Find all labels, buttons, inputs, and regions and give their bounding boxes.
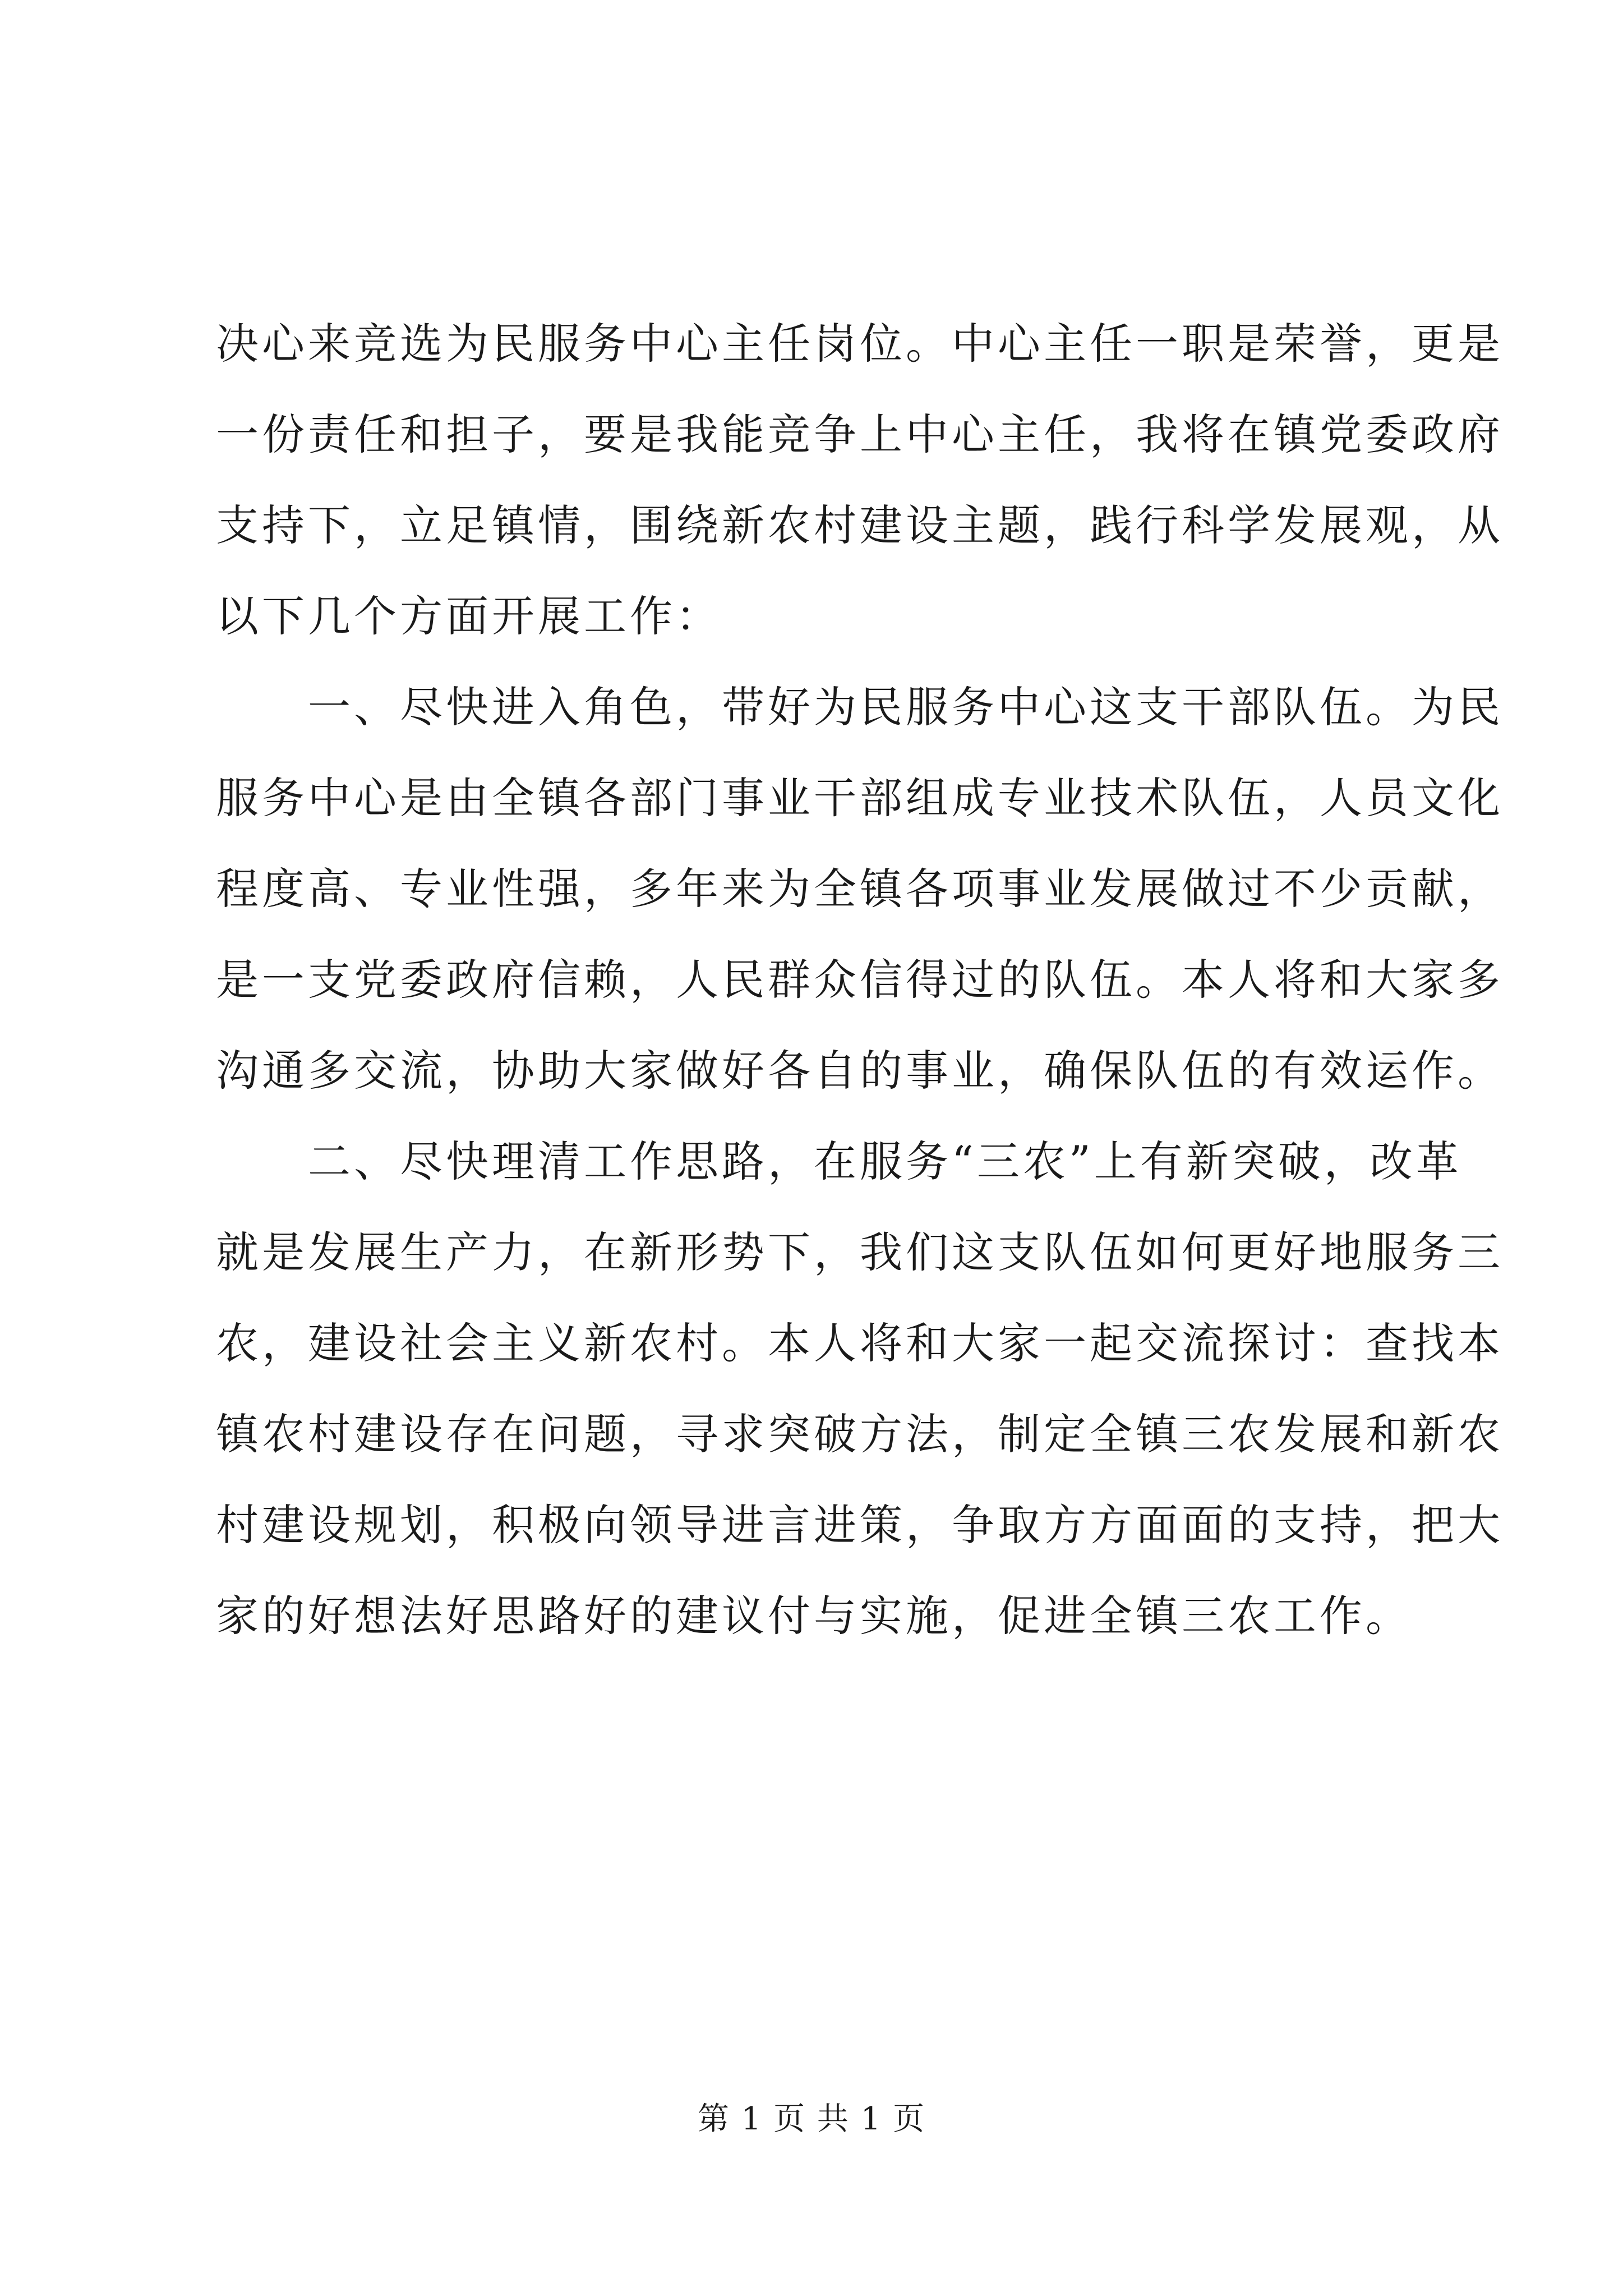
text-line: 决心来竞选为民服务中心主任岗位。中心主任一职是荣誉，更是	[216, 319, 1504, 369]
text-line: 镇农村建设存在问题，寻求突破方法，制定全镇三农发展和新农	[216, 1409, 1504, 1459]
text-line: 家的好想法好思路好的建议付与实施，促进全镇三农工作。	[216, 1591, 1412, 1641]
text-line: 一份责任和担子，要是我能竞争上中心主任，我将在镇党委政府	[216, 409, 1504, 459]
text-line: 以下几个方面开展工作：	[216, 591, 722, 641]
paragraph-start-line: 二、尽快理清工作思路，在服务“三农”上有新突破，改革	[308, 1137, 1462, 1186]
text-line: 村建设规划，积极向领导进言进策，争取方方面面的支持，把大	[216, 1500, 1504, 1550]
text-line: 支持下，立足镇情，围绕新农村建设主题，践行科学发展观，从	[216, 500, 1504, 550]
text-line: 沟通多交流，协助大家做好各自的事业，确保队伍的有效运作。	[216, 1046, 1504, 1096]
document-body	[216, 298, 1504, 1662]
text-line: 农，建设社会主义新农村。本人将和大家一起交流探讨：查找本	[216, 1318, 1504, 1368]
page-number-footer: 第 1 页 共 1 页	[697, 2101, 926, 2137]
text-line: 服务中心是由全镇各部门事业干部组成专业技术队伍，人员文化	[216, 773, 1504, 823]
text-line: 就是发展生产力，在新形势下，我们这支队伍如何更好地服务三	[216, 1227, 1504, 1277]
text-line: 是一支党委政府信赖，人民群众信得过的队伍。本人将和大家多	[216, 955, 1504, 1005]
text-line: 程度高、专业性强，多年来为全镇各项事业发展做过不少贡献，	[216, 864, 1504, 914]
paragraph-start-line: 一、尽快进入角色，带好为民服务中心这支干部队伍。为民	[308, 682, 1504, 732]
